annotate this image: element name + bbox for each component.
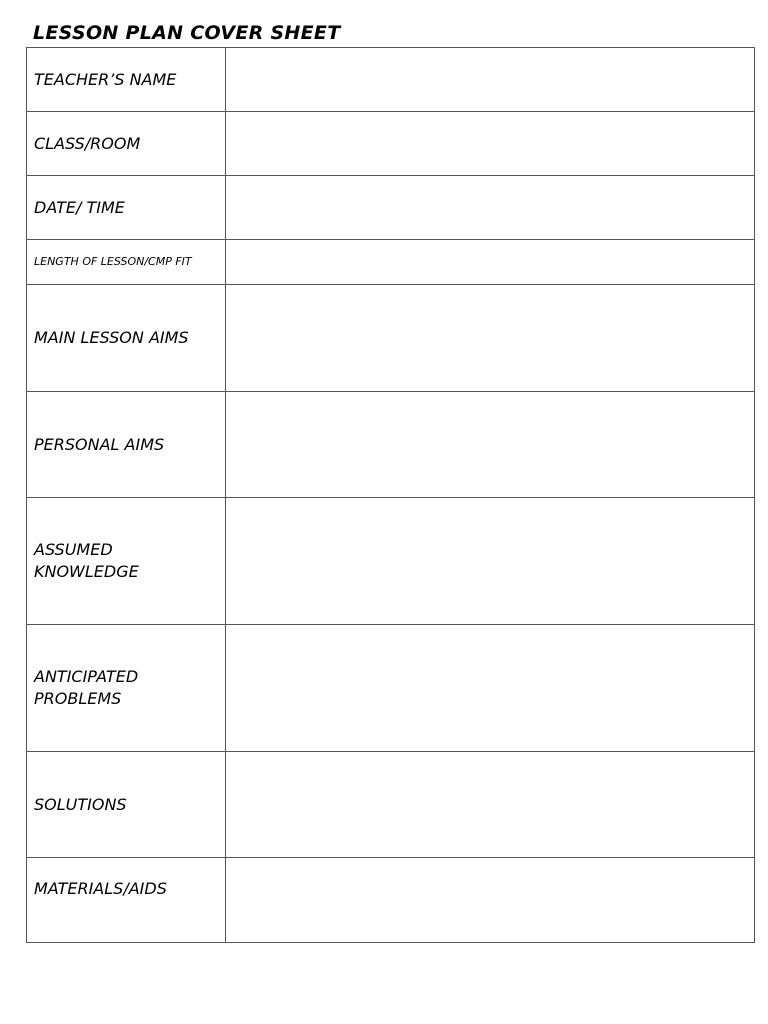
row-personal-aims [27, 392, 755, 498]
label-main-lesson-aims: MAIN LESSON AIMS [27, 285, 226, 392]
label-teachers-name: TEACHER’S NAME [27, 48, 226, 112]
field-class-room[interactable] [226, 112, 755, 176]
label-assumed-knowledge [27, 498, 226, 625]
field-personal-aims[interactable] [226, 392, 755, 498]
label-assumed-knowledge-line2: KNOWLEDGE [34, 562, 139, 581]
field-teachers-name[interactable] [226, 48, 755, 112]
row-solutions [27, 752, 755, 858]
lesson-plan-table [26, 47, 755, 943]
row-anticipated-problems [27, 625, 755, 752]
field-solutions[interactable] [226, 752, 755, 858]
row-materials-aids [27, 858, 755, 943]
row-main-lesson-aims [27, 285, 755, 392]
label-assumed-knowledge-line1: ASSUMED [34, 540, 113, 559]
label-length-of-lesson: LENGTH OF LESSON/CMP FIT [27, 240, 226, 285]
label-anticipated-problems-line1: ANTICIPATED [34, 667, 139, 686]
row-length-of-lesson [27, 240, 755, 285]
row-teachers-name [27, 48, 755, 112]
row-class-room [27, 112, 755, 176]
field-materials-aids[interactable] [226, 858, 755, 943]
row-date-time [27, 176, 755, 240]
field-date-time[interactable] [226, 176, 755, 240]
label-solutions: SOLUTIONS [27, 752, 226, 858]
label-personal-aims: PERSONAL AIMS [27, 392, 226, 498]
field-main-lesson-aims[interactable] [226, 285, 755, 392]
label-date-time: DATE/ TIME [27, 176, 226, 240]
label-anticipated-problems [27, 625, 226, 752]
page-title: LESSON PLAN COVER SHEET [33, 22, 341, 44]
label-materials-aids: MATERIALS/AIDS [27, 858, 226, 943]
field-length-of-lesson[interactable] [226, 240, 755, 285]
field-anticipated-problems[interactable] [226, 625, 755, 752]
label-anticipated-problems-line2: PROBLEMS [34, 689, 122, 708]
field-assumed-knowledge[interactable] [226, 498, 755, 625]
row-assumed-knowledge [27, 498, 755, 625]
label-class-room: CLASS/ROOM [27, 112, 226, 176]
